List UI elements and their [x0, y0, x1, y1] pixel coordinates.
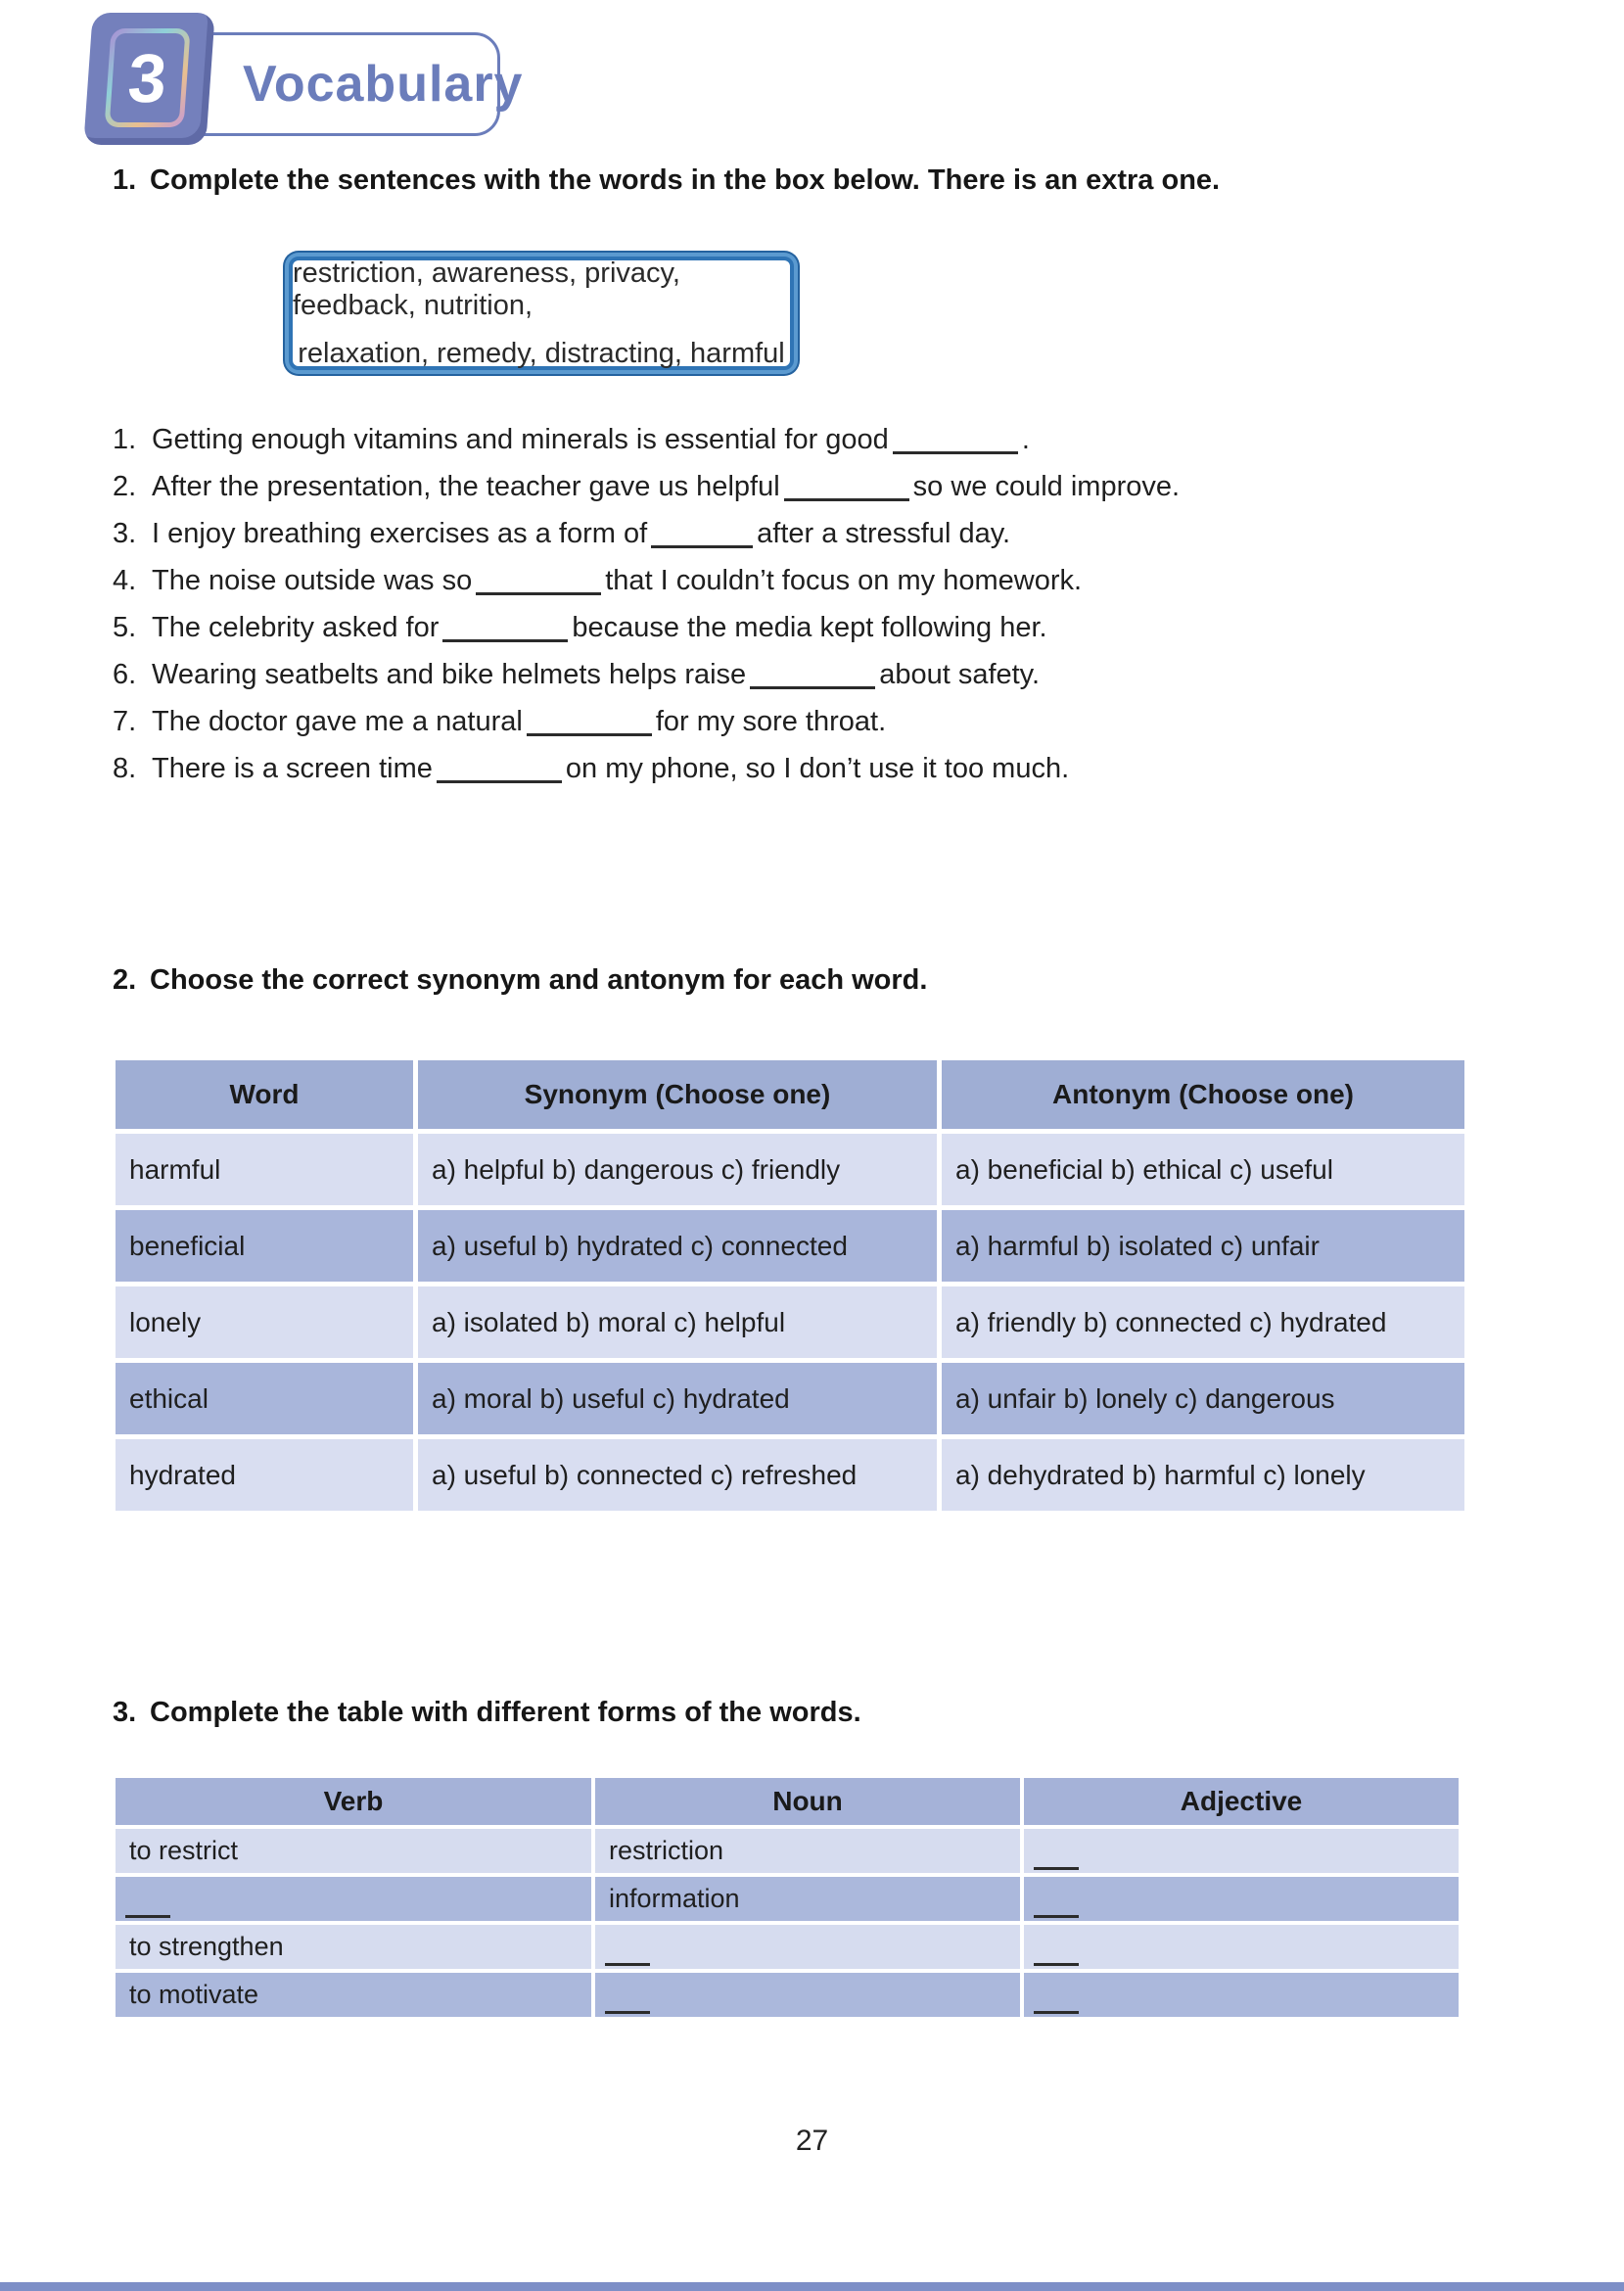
- sentence-text: There is a screen time on my phone, so I don’t use it too much.: [152, 752, 1070, 784]
- sentence-number: 2.: [113, 470, 137, 502]
- blank-line: [605, 2011, 650, 2014]
- unit-badge: [83, 13, 214, 145]
- exercise-1-heading: [113, 164, 1220, 197]
- table-cell-noun: restriction: [595, 1829, 1020, 1873]
- sentence-text: The celebrity asked for because the media kept following her.: [152, 611, 1047, 643]
- table-cell-adjective: [1024, 1829, 1459, 1873]
- table-cell-word: ethical: [116, 1363, 413, 1434]
- sentence-number: 8.: [113, 752, 137, 784]
- sentence-list: [113, 416, 1561, 792]
- sentence-item: [113, 745, 1561, 792]
- table-cell-synonym: a) helpful b) dangerous c) friendly: [418, 1134, 937, 1205]
- sentence-text: I enjoy breathing exercises as a form of after a stressful day.: [152, 517, 1011, 549]
- table-header-adjective: Adjective: [1024, 1778, 1459, 1825]
- table-cell-word: hydrated: [116, 1439, 413, 1511]
- sentence-number: 1.: [113, 423, 137, 455]
- table-cell-antonym: a) unfair b) lonely c) dangerous: [942, 1363, 1464, 1434]
- blank-line: [1034, 1915, 1079, 1918]
- sentence-item: [113, 557, 1561, 604]
- answer-blank: [476, 573, 601, 595]
- table-cell-adjective: [1024, 1973, 1459, 2017]
- word-forms-table: [116, 1778, 1459, 2017]
- table-cell-antonym: a) beneficial b) ethical c) useful: [942, 1134, 1464, 1205]
- sentence-number: 4.: [113, 564, 137, 596]
- sentence-item: [113, 651, 1561, 698]
- table-cell-synonym: a) useful b) hydrated c) connected: [418, 1210, 937, 1282]
- table-cell-verb: [116, 1877, 591, 1921]
- sentence-number: 5.: [113, 611, 137, 643]
- page-number: 27: [795, 2125, 829, 2157]
- answer-blank: [784, 479, 909, 501]
- table-cell-noun: [595, 1973, 1020, 2017]
- exercise-3-heading: [113, 1697, 861, 1729]
- table-cell-adjective: [1024, 1925, 1459, 1969]
- exercise-3-number: 3.: [113, 1697, 137, 1728]
- table-cell-adjective: [1024, 1877, 1459, 1921]
- sentence-item: [113, 604, 1561, 651]
- word-box: [289, 257, 794, 370]
- table-cell-verb: to restrict: [116, 1829, 591, 1873]
- table-cell-verb: to motivate: [116, 1973, 591, 2017]
- table-cell-verb: to strengthen: [116, 1925, 591, 1969]
- exercise-2-heading: [113, 964, 927, 997]
- exercise-2-number: 2.: [113, 964, 137, 996]
- sentence-number: 7.: [113, 705, 137, 737]
- synonym-antonym-table: [116, 1060, 1464, 1511]
- blank-line: [1034, 2011, 1079, 2014]
- table-cell-noun: [595, 1925, 1020, 1969]
- table-cell-word: beneficial: [116, 1210, 413, 1282]
- word-box-line-1: restriction, awareness, privacy, feedback, nutrition,: [293, 257, 680, 321]
- sentence-item: [113, 463, 1561, 510]
- unit-header: [73, 8, 582, 150]
- table-cell-word: lonely: [116, 1286, 413, 1358]
- word-box-line-2: relaxation, remedy, distracting, harmful: [298, 337, 785, 369]
- exercise-1-number: 1.: [113, 164, 137, 196]
- answer-blank: [651, 526, 753, 548]
- sentence-item: [113, 510, 1561, 557]
- blank-line: [605, 1963, 650, 1966]
- table-cell-synonym: a) isolated b) moral c) helpful: [418, 1286, 937, 1358]
- sentence-number: 3.: [113, 517, 137, 549]
- sentence-text: Getting enough vitamins and minerals is essential for good .: [152, 423, 1030, 455]
- answer-blank: [437, 761, 562, 783]
- blank-line: [1034, 1963, 1079, 1966]
- sentence-text: The noise outside was so that I couldn’t focus on my homework.: [152, 564, 1083, 596]
- table-header-noun: Noun: [595, 1778, 1020, 1825]
- table-header-verb: Verb: [116, 1778, 591, 1825]
- bottom-page-bar: [0, 2282, 1624, 2291]
- table-cell-antonym: a) dehydrated b) harmful c) lonely: [942, 1439, 1464, 1511]
- answer-blank: [893, 432, 1018, 454]
- sentence-number: 6.: [113, 658, 137, 690]
- sentence-text: The doctor gave me a natural for my sore throat.: [152, 705, 887, 737]
- blank-line: [1034, 1867, 1079, 1870]
- sentence-text: Wearing seatbelts and bike helmets helps raise about safety.: [152, 658, 1041, 690]
- table-cell-noun: information: [595, 1877, 1020, 1921]
- sentence-item: [113, 416, 1561, 463]
- exercise-1-title: Complete the sentences with the words in the box below. There is an extra one.: [150, 164, 1221, 196]
- sentence-item: [113, 698, 1561, 745]
- sentence-text: After the presentation, the teacher gave us helpful so we could improve.: [152, 470, 1181, 502]
- table-header-word: Word: [116, 1060, 413, 1129]
- unit-title: Vocabulary: [243, 56, 524, 113]
- answer-blank: [527, 714, 652, 736]
- answer-blank: [750, 667, 875, 689]
- table-header-antonym: Antonym (Choose one): [942, 1060, 1464, 1129]
- table-cell-word: harmful: [116, 1134, 413, 1205]
- table-cell-antonym: a) friendly b) connected c) hydrated: [942, 1286, 1464, 1358]
- exercise-2-title: Choose the correct synonym and antonym for each word.: [150, 964, 928, 996]
- table-cell-synonym: a) useful b) connected c) refreshed: [418, 1439, 937, 1511]
- exercise-3-title: Complete the table with different forms of the words.: [150, 1697, 861, 1728]
- table-cell-synonym: a) moral b) useful c) hydrated: [418, 1363, 937, 1434]
- table-header-synonym: Synonym (Choose one): [418, 1060, 937, 1129]
- unit-number: 3: [125, 39, 169, 117]
- blank-line: [125, 1915, 170, 1918]
- table-cell-antonym: a) harmful b) isolated c) unfair: [942, 1210, 1464, 1282]
- answer-blank: [442, 620, 568, 642]
- unit-badge-ring: [105, 28, 191, 127]
